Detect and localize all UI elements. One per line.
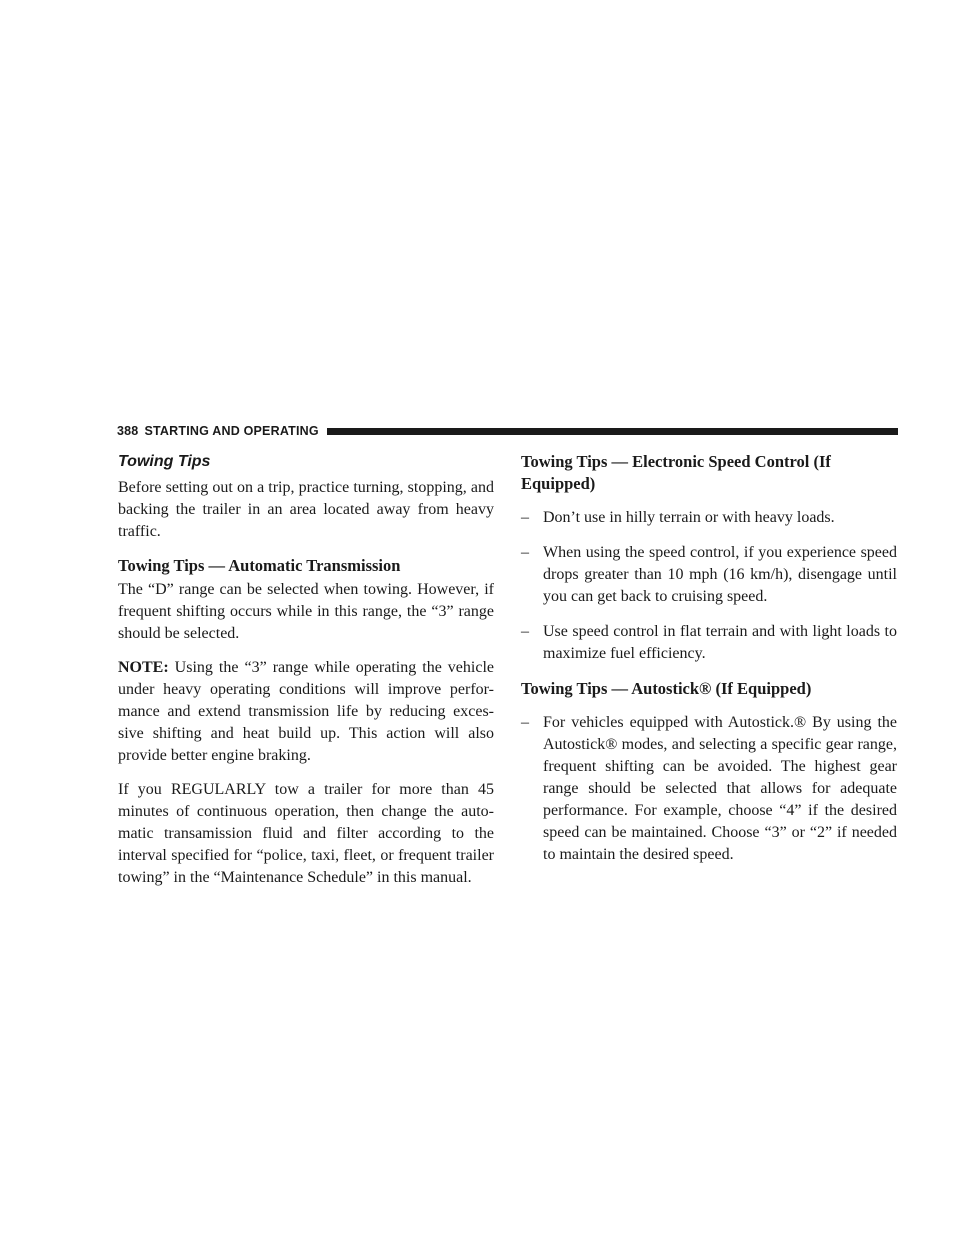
list-item-text: For vehicles equipped with Autostick.® By using the Autostick® modes, and selecting a specific gear range, frequent shifting can be avoided. The highest gear range should be selected that allows for adequate performance. For example, choose “4” if the desired speed can be maintained. Choose “3” or “2” if needed to maintain the desired speed. <box>543 714 897 863</box>
list-item <box>521 621 897 665</box>
page-number: 388 <box>117 424 139 438</box>
speed-control-list <box>521 507 897 665</box>
dash-bullet: – <box>521 509 529 526</box>
towing-tips-heading: Towing Tips <box>118 453 211 470</box>
d-range-paragraph: The “D” range can be selected when towing. However, if frequent shifting occurs while in this range, the “3” range should be selected. <box>118 581 494 642</box>
dash-bullet: – <box>521 623 529 640</box>
intro-paragraph: Before setting out on a trip, practice turning, stopping, and backing the trailer in an area located away from heavy traffic. <box>118 479 494 540</box>
autostick-heading: Towing Tips — Autostick® (If Equipped) <box>521 679 812 698</box>
header-rule <box>327 428 898 435</box>
list-item <box>521 712 897 866</box>
page-header <box>117 423 898 439</box>
regular-towing-paragraph: If you REGULARLY tow a trailer for more than 45 minutes of continuous operation, then change the auto-matic transamission fluid and filter according to the interval specified for “police, taxi, fleet, or frequent trailer towing” in the “Maintenance Schedule” in this manual. <box>118 781 494 886</box>
section-title: STARTING AND OPERATING <box>144 424 319 438</box>
list-item <box>521 542 897 608</box>
automatic-transmission-heading: Towing Tips — Automatic Transmission <box>118 556 401 575</box>
speed-control-heading: Towing Tips — Electronic Speed Control (If Equipped) <box>521 452 831 493</box>
list-item-text: When using the speed control, if you experience speed drops greater than 10 mph (16 km/h), disengage until you can get back to cruising speed. <box>543 544 897 605</box>
autostick-list <box>521 712 897 866</box>
note-paragraph <box>118 657 494 767</box>
dash-bullet: – <box>521 544 529 561</box>
left-column <box>118 451 494 901</box>
list-item <box>521 507 897 529</box>
list-item-text: Use speed control in flat terrain and with light loads to maximize fuel efficiency. <box>543 623 897 662</box>
list-item-text: Don’t use in hilly terrain or with heavy loads. <box>543 509 835 526</box>
note-text: Using the “3” range while operating the vehicle under heavy operating conditions will improve perfor-mance and extend transmission life by reducing exces-sive shifting and heat build up. This action will also provide better engine braking. <box>118 659 494 764</box>
dash-bullet: – <box>521 714 529 731</box>
right-column <box>521 451 897 879</box>
note-label: NOTE: <box>118 659 169 676</box>
